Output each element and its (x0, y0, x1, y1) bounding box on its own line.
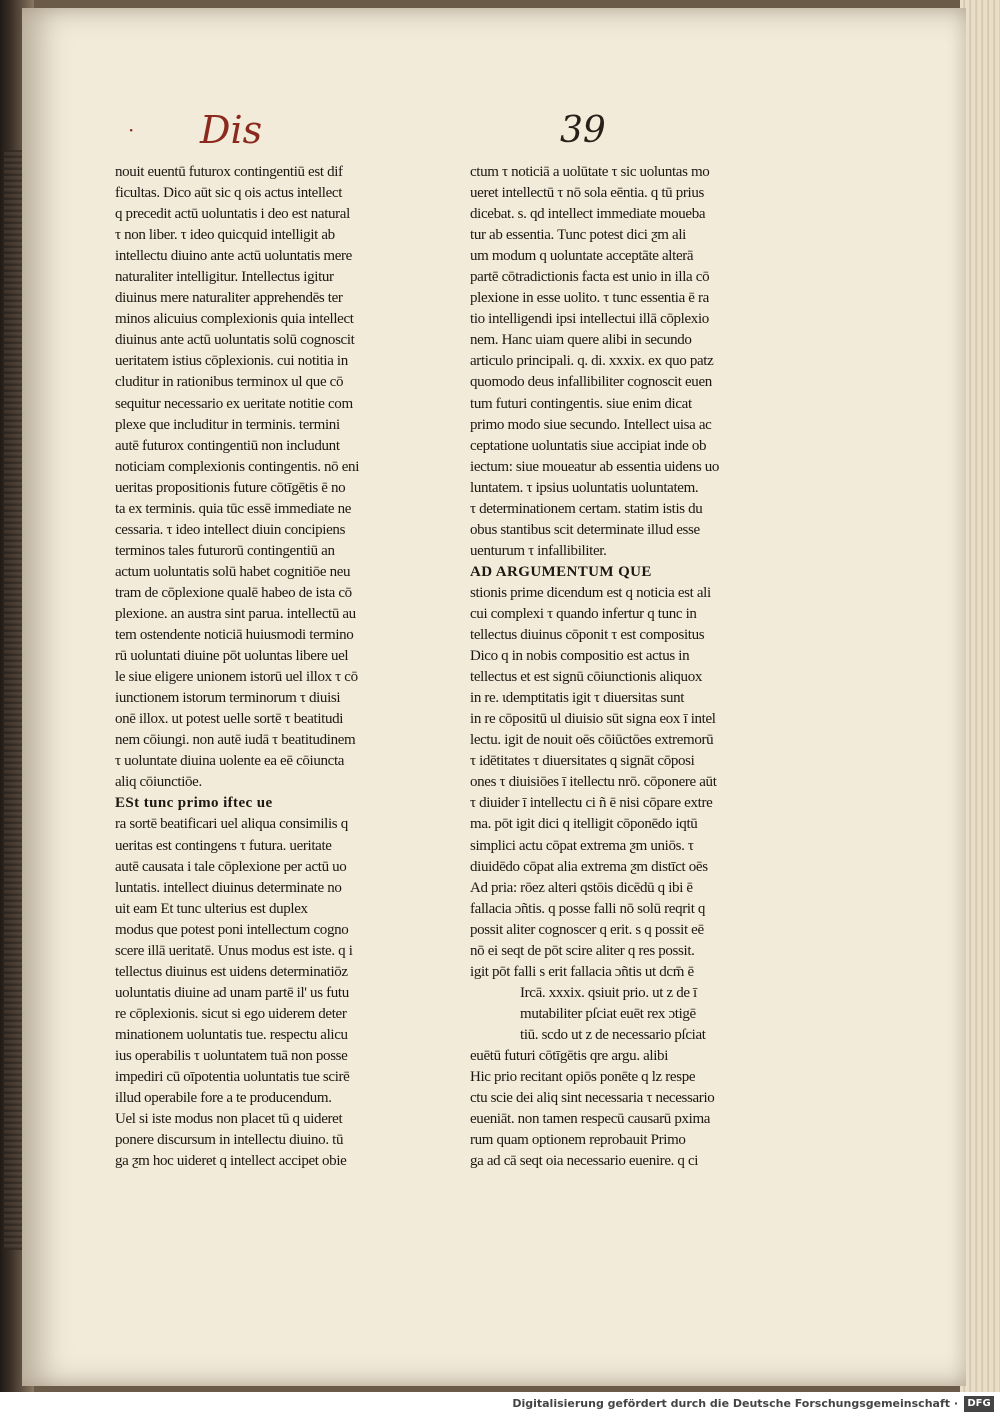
text-line: τ uoluntate diuina uolente ea eē cōiuncta (115, 753, 345, 770)
text-line: possit aliter cognoscer q erit. s q possit eē (470, 921, 704, 938)
marginal-mark: · (128, 118, 135, 142)
text-line: actum uoluntatis solū habet cognitiōe neu (115, 563, 351, 580)
text-line: ones τ diuisiōes ī itellectu nrō. cōponere aūt (470, 774, 717, 791)
right-column (470, 162, 768, 1172)
text-line: terminos tales futurorū contingentiū an (115, 542, 335, 559)
text-line: primo modo siue secundo. Intellect uisa ac (470, 416, 712, 433)
text-line: tiū. scdo ut z de necessario pſciat (520, 1026, 706, 1043)
text-line: tellectus et est signū cōiunctionis aliquox (470, 669, 702, 686)
dfg-logo: DFG (964, 1396, 994, 1412)
text-line: nouit euentū futurox contingentiū est dif (115, 164, 343, 180)
text-line: q precedit actū uoluntatis i deo est natural (115, 206, 350, 223)
text-line: euētū futuri cōtīgētis qre argu. alibi (470, 1047, 669, 1064)
text-line: tem ostendente noticiā huiusmodi termino (115, 627, 354, 644)
text-line: quomodo deus infallibiliter cognoscit euen (470, 374, 712, 391)
text-line: lectu. igit de nouit oēs cōiūctōes extremorū (470, 732, 714, 749)
text-line: articulo principali. q. di. xxxix. ex quo patz (470, 353, 714, 370)
text-line: autē causata i tale cōplexione per actū uo (115, 858, 347, 875)
text-line: stionis prime dicendum est q noticia est ali (470, 584, 711, 601)
text-line: nem. Hanc uiam quere alibi in secundo (470, 332, 692, 349)
text-line: mutabiliter pſciat euēt rex ɔtigē (520, 1005, 696, 1022)
text-line: plexione in esse uolito. τ tunc essentia ē ra (470, 290, 709, 307)
running-heading: Dis (200, 108, 263, 152)
text-line: in re cōpositū ul diuisio sūt signa eox ī intel (470, 711, 716, 728)
text-line: tellectus diuinus cōponit τ est compositus (470, 627, 705, 644)
text-line: τ determinationem certam. statim istis du (470, 500, 703, 517)
text-line: simplici actu cōpat extrema ƺm uniōs. τ (470, 837, 694, 854)
text-line: naturaliter intelligitur. Intellectus igitur (115, 269, 334, 286)
text-line: luntatem. τ ipsius uoluntatis uoluntatem. (470, 479, 699, 496)
text-line: luntatis. intellect diuinus determinate no (115, 879, 342, 896)
text-line: ponere discursum in intellectu diuino. tū (115, 1132, 344, 1149)
text-line: tio intelligendi ipsi intellectui illā cōplexio (470, 311, 709, 328)
text-line: tellectus diuinus est uidens determinatiōz (115, 963, 348, 980)
text-line: AD ARGUMENTUM QUE (470, 563, 652, 580)
text-line: scere illā ueritatē. Unus modus est iste. q i (115, 942, 353, 959)
text-line: ficultas. Dico aūt sic q ois actus intellect (115, 185, 343, 202)
text-line: diuinus ante actū uoluntatis solū cognoscit (115, 332, 355, 349)
credit-bar (0, 1392, 1000, 1416)
text-line: ueritas propositionis future cōtīgētis ē no (115, 479, 346, 496)
text-line: cessaria. τ ideo intellect diuin concipiens (115, 521, 346, 538)
text-line: intellectu diuino ante actū uoluntatis mere (115, 248, 352, 265)
text-line: tram de cōplexione qualē habeo de ista cō (115, 584, 352, 601)
text-line: τ diuider ī intellectu ci ñ ē nisi cōpare extre (470, 795, 713, 812)
text-line: le siue eligere unionem istorū uel illox τ cō (115, 669, 358, 686)
text-line: Hic prio recitant opiōs ponēte q lz respe (470, 1069, 696, 1086)
text-line: iunctionem istorum terminorum τ diuisi (115, 690, 341, 707)
text-line: ma. pōt igit dici q itelligit cōponēdo iqtū (470, 816, 698, 833)
text-line: uenturum τ infallibiliter. (470, 542, 607, 559)
text-line: re cōplexionis. sicut si ego uiderem deter (115, 1005, 347, 1022)
text-line: in re. ιdemptitatis igit τ diuersitas sunt (470, 690, 685, 707)
text-line: cui complexi τ quando infertur q tunc in (470, 605, 697, 622)
text-line: ius operabilis τ uoluntatem tuā non posse (115, 1047, 348, 1064)
text-line: rū uoluntati diuine pōt uoluntas libere uel (115, 648, 349, 665)
text-line: minationem uoluntatis tue. respectu alicu (115, 1026, 348, 1043)
text-line: nō ei seqt de pōt scire aliter q res possit. (470, 942, 695, 959)
left-column (115, 162, 411, 1172)
text-line: onē illox. ut potest uelle sortē τ beatitudi (115, 711, 344, 728)
text-line: iectum: siue moueatur ab essentia uidens uo (470, 458, 720, 475)
text-line: rum quam optionem reprobauit Primo (470, 1132, 686, 1149)
text-line: ga ƺm hoc uideret q intellect accipet obie (115, 1153, 347, 1170)
text-line: aliq cōiunctiōe. (115, 774, 202, 791)
text-line: ueritatem istius cōplexionis. cui notitia in (115, 353, 348, 370)
text-line: cluditur in rationibus terminox ul que cō (115, 374, 344, 391)
text-line: eueniāt. non tamen respecū causarū pxima (470, 1111, 711, 1128)
folio-number: 39 (560, 110, 606, 151)
text-line: uoluntatis diuine ad unam partē il' us futu (115, 984, 349, 1001)
text-line: Ad pria: rōez alteri qstōis dicēdū q ibi ē (470, 879, 693, 896)
page-edges (960, 0, 1000, 1392)
text-line: illud operabile fore a te producendum. (115, 1090, 332, 1107)
text-line: igit pōt falli s erit fallacia ɔñtis ut dcm̄ ē (470, 963, 694, 980)
text-line: plexe que includitur in terminis. termini (115, 416, 340, 433)
text-line: sequitur necessario ex ueritate notitie com (115, 395, 353, 412)
text-line: Dico q in nobis compositio est actus in (470, 648, 690, 665)
text-line: Uel si iste modus non placet tū q uideret (115, 1111, 343, 1128)
text-line: autē futurox contingentiū non includunt (115, 437, 340, 454)
text-line: partē cōtradictionis facta est unio in illa cō (470, 269, 710, 286)
text-line: noticiam complexionis contingentis. nō eni (115, 458, 360, 475)
text-line: fallacia ɔñtis. q posse falli nō solū reqrit q (470, 900, 706, 917)
text-line: um modum q uoluntate acceptāte alterā (470, 248, 694, 265)
text-line: ga ad cā seqt oia necessario euenire. q ci (470, 1153, 699, 1170)
text-line: diuidēdo cōpat alia extrema ƺm distīct oēs (470, 858, 708, 875)
text-line: nem cōiungi. non autē iudā τ beatitudinem (115, 732, 356, 749)
text-line: obus stantibus scit determinate illud esse (470, 521, 700, 538)
text-line: ra sortē beatificari uel aliqua consimilis q (115, 816, 348, 833)
text-line: dicebat. s. qd intellect immediate moueba (470, 206, 706, 223)
funding-credit: Digitalisierung gefördert durch die Deutsche Forschungsgemeinschaft · (512, 1397, 958, 1410)
text-line: ESt tunc primo iftec ue (115, 795, 273, 812)
text-line: plexione. an austra sint parua. intellectū au (115, 605, 356, 622)
text-line: impediri cū oīpotentia uoluntatis tue scirē (115, 1069, 350, 1086)
text-line: minos alicuius complexionis quia intellect (115, 311, 354, 328)
text-line: ueret intellectū τ nō sola eēntia. q tū prius (470, 185, 704, 202)
text-line: ctum τ noticiā a uolūtate τ sic uoluntas mo (470, 164, 710, 180)
text-line: Ircā. xxxix. qsiuit prio. ut z de ī (520, 984, 697, 1001)
text-line: tur ab essentia. Tunc potest dici ƺm ali (470, 227, 686, 244)
text-line: ueritas est contingens τ futura. ueritate (115, 837, 332, 854)
text-line: ta ex terminis. quia tūc essē immediate ne (115, 500, 352, 517)
text-line: modus que potest poni intellectum cogno (115, 921, 349, 938)
text-line: tum futuri contingentis. siue enim dicat (470, 395, 692, 412)
text-line: τ idētitates τ diuersitates q signāt cōposi (470, 753, 695, 770)
text-line: uit eam Et tunc ulterius est duplex (115, 900, 308, 917)
text-line: diuinus mere naturaliter apprehendēs ter (115, 290, 343, 307)
text-line: τ non liber. τ ideo quicquid intelligit ab (115, 227, 335, 244)
text-line: ctu scie dei aliq sint necessaria τ necessario (470, 1090, 715, 1107)
text-line: ceptatione uoluntatis siue accipiat inde ob (470, 437, 707, 454)
